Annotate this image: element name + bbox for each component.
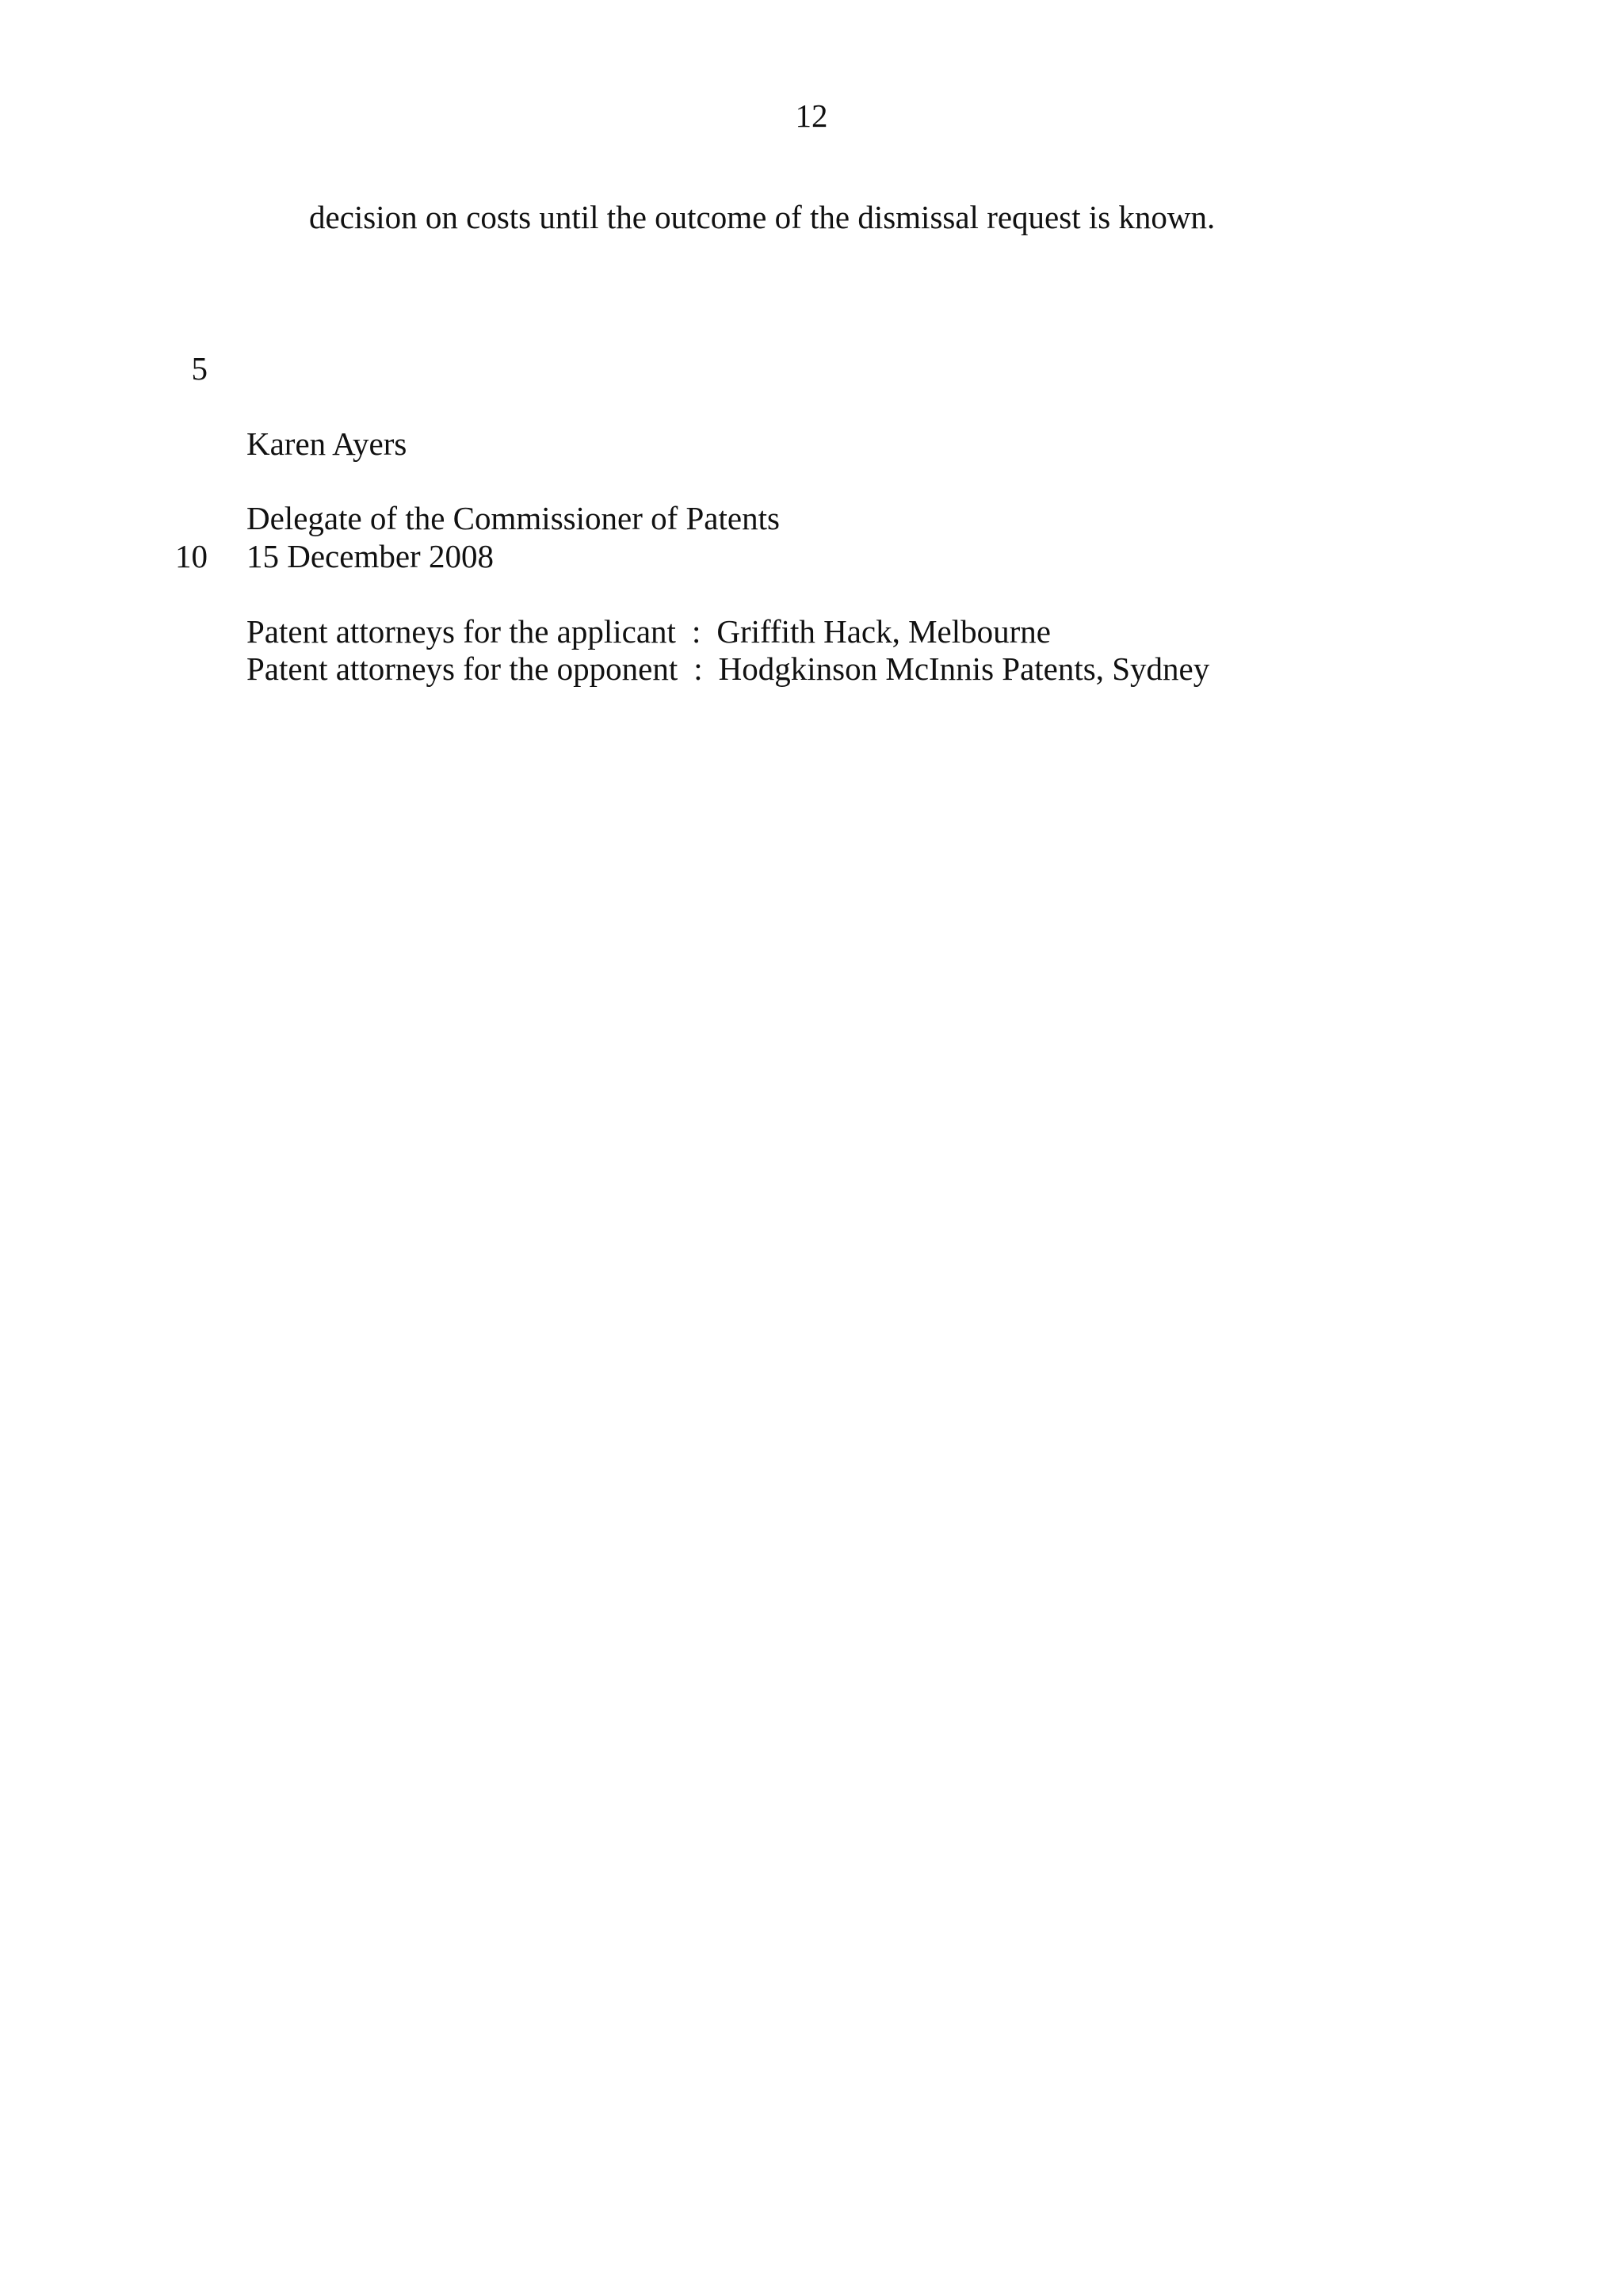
attorney-separator: : xyxy=(693,650,703,687)
attorney-firm: Griffith Hack, Melbourne xyxy=(716,613,1051,650)
opponent-attorneys-row xyxy=(246,650,1209,688)
attorney-role-label: Patent attorneys for the applicant xyxy=(246,613,676,650)
signatory-title: Delegate of the Commissioner of Patents xyxy=(246,500,780,536)
line-number-10: 10 xyxy=(175,538,208,574)
decision-date: 15 December 2008 xyxy=(246,538,494,574)
attorney-separator: : xyxy=(691,613,701,650)
attorney-role-label: Patent attorneys for the opponent xyxy=(246,650,678,687)
signatory-name: Karen Ayers xyxy=(246,425,407,462)
attorney-firm: Hodgkinson McInnis Patents, Sydney xyxy=(718,650,1210,687)
page-number: 12 xyxy=(795,97,828,134)
line-number-5: 5 xyxy=(191,350,208,387)
applicant-attorneys-row xyxy=(246,612,1051,650)
continuation-paragraph: decision on costs until the outcome of the dismissal request is known. xyxy=(309,199,1216,235)
